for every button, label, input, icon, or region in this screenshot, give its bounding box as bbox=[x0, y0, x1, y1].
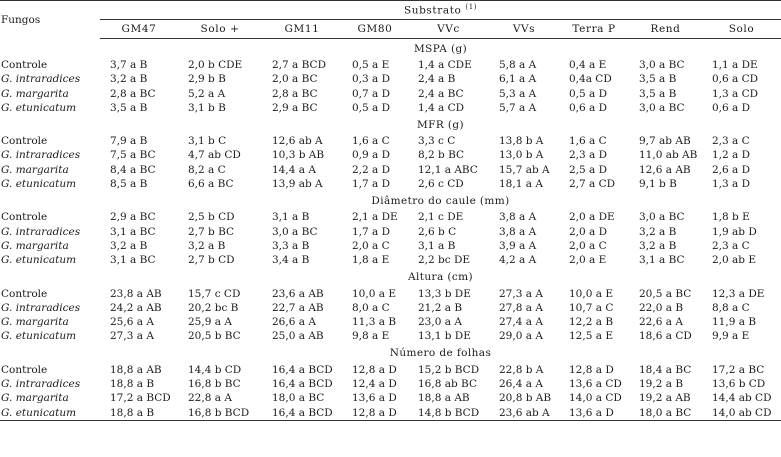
value-cell: 16,4 a BCD bbox=[262, 406, 342, 421]
value-cell: 0,5 a E bbox=[352, 59, 390, 71]
value-cell: 8,2 a C bbox=[188, 163, 226, 176]
value-cell: 12,6 a AB bbox=[639, 163, 691, 176]
value-cell: 1,1 a DE bbox=[712, 59, 758, 71]
value-cell: 14,4 a A bbox=[272, 163, 316, 176]
value-cell: 3,8 a A bbox=[499, 211, 537, 224]
value-cell: 11,0 ab AB bbox=[639, 149, 698, 162]
value-cell: 5,2 a A bbox=[188, 87, 226, 100]
value-cell: 3,0 a BC bbox=[639, 211, 685, 224]
table-row bbox=[0, 301, 781, 315]
value-cell: 16,8 b BCD bbox=[178, 406, 262, 421]
value-cell: 19,2 a AB bbox=[639, 392, 691, 405]
value-cell: 1,2 a D bbox=[712, 149, 751, 162]
value-cell: 16,8 b BC bbox=[188, 378, 241, 391]
value-cell: 16,4 a BCD bbox=[272, 363, 333, 376]
value-cell: 7,9 a B bbox=[110, 135, 148, 148]
value-cell: 22,8 b A bbox=[499, 363, 544, 376]
value-cell: 18,8 a AB bbox=[418, 392, 470, 405]
value-cell: 23,6 ab A bbox=[489, 406, 559, 421]
value-cell: 3,1 a B bbox=[272, 211, 310, 224]
table-row bbox=[0, 225, 781, 239]
value-cell: 3,5 a B bbox=[639, 73, 677, 86]
value-cell: 3,0 a BC bbox=[639, 101, 685, 114]
value-cell: 8,8 a C bbox=[712, 301, 750, 314]
value-cell: 3,7 a B bbox=[110, 59, 148, 71]
fungus-label: G. intraradices bbox=[1, 225, 81, 238]
value-cell: 3,5 a B bbox=[639, 87, 677, 100]
value-cell: 2,7 b BC bbox=[188, 225, 235, 238]
fungus-label: Controle bbox=[1, 59, 48, 71]
table-row bbox=[0, 391, 781, 405]
value-cell: 0,5 a D bbox=[352, 101, 391, 114]
value-cell: 2,9 a BC bbox=[272, 101, 318, 114]
value-cell: 14,4 ab CD bbox=[712, 392, 772, 405]
fungus-label: G. margarita bbox=[1, 87, 69, 100]
value-cell: 4,7 ab CD bbox=[188, 149, 241, 162]
section-header bbox=[0, 191, 781, 210]
value-cell: 2,1 c DE bbox=[418, 211, 464, 224]
value-cell: 5,8 a A bbox=[499, 59, 537, 71]
value-cell: 27,4 a A bbox=[499, 316, 543, 329]
value-cell: 2,4 a B bbox=[418, 73, 456, 86]
value-cell: 8,0 a C bbox=[352, 301, 390, 314]
table-row bbox=[0, 177, 781, 191]
value-cell: 3,9 a A bbox=[499, 239, 537, 252]
value-cell: 19,2 a B bbox=[639, 378, 684, 391]
value-cell: 14,0 a CD bbox=[569, 392, 622, 405]
value-cell: 24,2 a AB bbox=[110, 301, 162, 314]
value-cell: 26,6 a A bbox=[272, 316, 316, 329]
value-cell: 3,2 a B bbox=[639, 225, 677, 238]
value-cell: 0,4 a E bbox=[569, 59, 607, 71]
column-header: Terra P bbox=[559, 20, 629, 39]
value-cell: 13,3 b DE bbox=[418, 287, 471, 300]
fungus-label: G. intraradices bbox=[1, 378, 81, 391]
fungus-label: G. margarita bbox=[1, 316, 69, 329]
value-cell: 23,6 a AB bbox=[272, 287, 324, 300]
value-cell: 13,9 ab A bbox=[272, 178, 323, 191]
value-cell: 27,8 a A bbox=[499, 301, 543, 314]
value-cell: 2,6 a D bbox=[712, 163, 751, 176]
group-header-substrato bbox=[100, 1, 781, 20]
section-title: Altura (cm) bbox=[408, 271, 474, 284]
value-cell: 2,8 a BC bbox=[110, 87, 156, 100]
table-row bbox=[0, 163, 781, 177]
value-cell: 9,9 a E bbox=[712, 330, 750, 343]
value-cell: 20,8 b AB bbox=[499, 392, 552, 405]
value-cell: 17,2 a BCD bbox=[110, 392, 171, 405]
value-cell: 18,4 a BC bbox=[639, 363, 692, 376]
value-cell: 18,0 a BC bbox=[272, 392, 325, 405]
table-row bbox=[0, 210, 781, 224]
row-header-fungos: Fungos bbox=[0, 1, 100, 39]
value-cell: 1,9 ab D bbox=[712, 225, 757, 238]
column-header: Solo bbox=[702, 20, 781, 39]
value-cell: 2,2 a D bbox=[352, 163, 391, 176]
section-header bbox=[0, 39, 781, 59]
value-cell: 25,6 a A bbox=[110, 316, 154, 329]
column-header: Solo + bbox=[178, 20, 262, 39]
value-cell: 13,6 b CD bbox=[712, 378, 766, 391]
value-cell: 3,3 a B bbox=[272, 239, 310, 252]
value-cell: 1,8 b E bbox=[712, 211, 750, 224]
value-cell: 12,3 a DE bbox=[712, 287, 765, 300]
column-header: Rend bbox=[629, 20, 702, 39]
value-cell: 0,9 a D bbox=[352, 149, 391, 162]
value-cell: 12,1 a ABC bbox=[418, 163, 478, 176]
value-cell: 18,8 a AB bbox=[110, 363, 162, 376]
value-cell: 3,3 c C bbox=[418, 135, 456, 148]
value-cell: 2,9 a BC bbox=[110, 211, 156, 224]
value-cell: 0,6 a D bbox=[712, 101, 751, 114]
section-header bbox=[0, 115, 781, 134]
value-cell: 7,5 a BC bbox=[110, 149, 156, 162]
value-cell: 11,9 a B bbox=[712, 316, 757, 329]
value-cell: 4,2 a A bbox=[499, 254, 537, 267]
value-cell: 3,8 a A bbox=[499, 225, 537, 238]
fungus-label: Controle bbox=[1, 287, 48, 300]
column-header: GM11 bbox=[262, 20, 342, 39]
value-cell: 20,5 b BC bbox=[188, 330, 241, 343]
value-cell: 1,6 a C bbox=[569, 135, 607, 148]
value-cell: 3,5 a B bbox=[110, 101, 148, 114]
value-cell: 1,6 a C bbox=[352, 135, 390, 148]
value-cell: 6,6 a BC bbox=[188, 178, 234, 191]
value-cell: 13,1 b DE bbox=[418, 330, 471, 343]
value-cell: 3,1 a BC bbox=[639, 254, 685, 267]
value-cell: 14,4 b CD bbox=[188, 363, 242, 376]
table-row bbox=[0, 363, 781, 377]
value-cell: 21,2 a B bbox=[418, 301, 463, 314]
section-title: Diâmetro do caule (mm) bbox=[371, 194, 510, 207]
value-cell: 2,0 a BC bbox=[272, 73, 318, 86]
value-cell: 12,2 a B bbox=[569, 316, 614, 329]
value-cell: 23,8 a AB bbox=[110, 287, 162, 300]
value-cell: 12,8 a D bbox=[569, 363, 614, 376]
value-cell: 15,2 b BCD bbox=[418, 363, 480, 376]
value-cell: 9,7 ab AB bbox=[639, 135, 691, 148]
value-cell: 26,4 a A bbox=[499, 378, 543, 391]
value-cell: 12,5 a E bbox=[569, 330, 613, 343]
value-cell: 13,8 b A bbox=[499, 135, 544, 148]
fungus-label: G. margarita bbox=[1, 392, 69, 405]
value-cell: 1,7 a D bbox=[352, 178, 391, 191]
table-row bbox=[0, 253, 781, 267]
table-header bbox=[0, 1, 781, 39]
table-row bbox=[0, 315, 781, 329]
value-cell: 2,0 a C bbox=[352, 239, 390, 252]
value-cell: 14,8 b BCD bbox=[408, 406, 489, 421]
value-cell: 10,3 b AB bbox=[272, 149, 325, 162]
value-cell: 2,9 b B bbox=[188, 73, 226, 86]
fungus-label: Controle bbox=[1, 135, 48, 148]
value-cell: 1,3 a D bbox=[712, 178, 751, 191]
value-cell: 3,1 a BC bbox=[110, 254, 156, 267]
value-cell: 8,2 b BC bbox=[418, 149, 465, 162]
value-cell: 5,7 a A bbox=[499, 101, 537, 114]
value-cell: 1,4 a CD bbox=[418, 101, 465, 114]
section-header bbox=[0, 268, 781, 287]
value-cell: 0,7 a D bbox=[352, 87, 391, 100]
value-cell: 0,3 a D bbox=[352, 73, 391, 86]
value-cell: 20,2 bc B bbox=[188, 301, 239, 314]
value-cell: 22,6 a A bbox=[639, 316, 683, 329]
fungus-label: G. intraradices bbox=[1, 73, 81, 86]
value-cell: 18,8 a B bbox=[110, 378, 155, 391]
value-cell: 22,0 a B bbox=[639, 301, 684, 314]
table-row bbox=[0, 148, 781, 162]
value-cell: 2,6 c CD bbox=[418, 178, 464, 191]
value-cell: 3,1 a BC bbox=[110, 225, 156, 238]
value-cell: 15,7 c CD bbox=[188, 287, 241, 300]
value-cell: 2,6 b C bbox=[418, 225, 457, 238]
column-header: GM47 bbox=[100, 20, 178, 39]
value-cell: 14,0 ab CD bbox=[702, 406, 781, 421]
fungus-label: G. etunicatum bbox=[0, 406, 100, 421]
value-cell: 2,0 a D bbox=[569, 225, 608, 238]
value-cell: 0,6 a CD bbox=[712, 73, 759, 86]
fungus-label: G. intraradices bbox=[1, 301, 81, 314]
value-cell: 2,0 ab E bbox=[712, 254, 757, 267]
value-cell: 2,0 a E bbox=[569, 254, 607, 267]
value-cell: 9,1 b B bbox=[639, 178, 677, 191]
value-cell: 12,4 a D bbox=[352, 378, 397, 391]
table-row bbox=[0, 239, 781, 253]
value-cell: 13,6 a D bbox=[559, 406, 629, 421]
value-cell: 2,7 b CD bbox=[188, 254, 235, 267]
table-row bbox=[0, 329, 781, 343]
value-cell: 2,3 a C bbox=[712, 135, 750, 148]
value-cell: 3,4 a B bbox=[272, 254, 310, 267]
fungus-label: G. etunicatum bbox=[1, 330, 77, 343]
value-cell: 10,0 a E bbox=[569, 287, 613, 300]
value-cell: 3,1 a B bbox=[418, 239, 456, 252]
value-cell: 13,6 a CD bbox=[569, 378, 622, 391]
section-title: MSPA (g) bbox=[413, 42, 468, 55]
value-cell: 23,0 a A bbox=[418, 316, 462, 329]
value-cell: 25,9 a A bbox=[188, 316, 232, 329]
value-cell: 3,2 a B bbox=[110, 239, 148, 252]
substrato-label: Substrato bbox=[403, 4, 462, 17]
value-cell: 15,7 ab A bbox=[499, 163, 550, 176]
fungus-label: G. margarita bbox=[1, 163, 69, 176]
section-title: MFR (g) bbox=[417, 118, 465, 131]
value-cell: 3,2 a B bbox=[188, 239, 226, 252]
value-cell: 18,0 a BC bbox=[629, 406, 702, 421]
column-header: GM80 bbox=[342, 20, 408, 39]
value-cell: 3,0 a BC bbox=[272, 225, 318, 238]
value-cell: 10,0 a E bbox=[352, 287, 396, 300]
value-cell: 2,5 b CD bbox=[188, 211, 235, 224]
value-cell: 3,2 a B bbox=[639, 239, 677, 252]
column-header: VVs bbox=[489, 20, 559, 39]
value-cell: 1,4 a CDE bbox=[418, 59, 472, 71]
value-cell: 2,3 a D bbox=[569, 149, 608, 162]
value-cell: 1,3 a CD bbox=[712, 87, 759, 100]
value-cell: 12,8 a D bbox=[352, 363, 397, 376]
table-body bbox=[0, 39, 781, 421]
value-cell: 5,3 a A bbox=[499, 87, 537, 100]
value-cell: 8,4 a BC bbox=[110, 163, 156, 176]
value-cell: 3,1 b C bbox=[188, 135, 227, 148]
value-cell: 2,7 a CD bbox=[569, 178, 616, 191]
value-cell: 2,7 a BCD bbox=[272, 59, 326, 71]
fungus-label: G. margarita bbox=[1, 239, 69, 252]
table-row bbox=[0, 87, 781, 101]
table-row bbox=[0, 58, 781, 72]
value-cell: 3,2 a B bbox=[110, 73, 148, 86]
fungus-label: Controle bbox=[1, 211, 48, 224]
value-cell: 11,3 a B bbox=[352, 316, 397, 329]
value-cell: 27,3 a A bbox=[110, 330, 154, 343]
value-cell: 2,0 a C bbox=[569, 239, 607, 252]
fungus-label: G. etunicatum bbox=[1, 101, 77, 114]
value-cell: 27,3 a A bbox=[499, 287, 543, 300]
value-cell: 1,7 a D bbox=[352, 225, 391, 238]
table-row bbox=[0, 134, 781, 148]
table-row bbox=[0, 377, 781, 391]
value-cell: 18,8 a B bbox=[100, 406, 178, 421]
value-cell: 18,6 a CD bbox=[639, 330, 692, 343]
value-cell: 2,5 a D bbox=[569, 163, 608, 176]
section-header bbox=[0, 344, 781, 363]
value-cell: 2,0 b CDE bbox=[188, 59, 243, 71]
value-cell: 6,1 a A bbox=[499, 73, 537, 86]
value-cell: 2,1 a DE bbox=[352, 211, 398, 224]
column-header: VVc bbox=[408, 20, 489, 39]
value-cell: 8,5 a B bbox=[110, 178, 148, 191]
value-cell: 2,8 a BC bbox=[272, 87, 318, 100]
value-cell: 25,0 a AB bbox=[272, 330, 324, 343]
fungus-label: G. intraradices bbox=[1, 149, 81, 162]
value-cell: 10,7 a C bbox=[569, 301, 614, 314]
substrato-footnote-ref: (1) bbox=[465, 3, 478, 12]
table-row bbox=[0, 406, 781, 421]
value-cell: 12,8 a D bbox=[342, 406, 408, 421]
value-cell: 22,8 a A bbox=[188, 392, 232, 405]
table-row bbox=[0, 72, 781, 86]
value-cell: 3,1 b B bbox=[188, 101, 226, 114]
value-cell: 17,2 a BC bbox=[712, 363, 765, 376]
value-cell: 2,2 bc DE bbox=[418, 254, 471, 267]
value-cell: 0,5 a D bbox=[569, 87, 608, 100]
fungus-label: G. etunicatum bbox=[1, 254, 77, 267]
value-cell: 16,8 ab BC bbox=[418, 378, 477, 391]
value-cell: 1,8 a E bbox=[352, 254, 390, 267]
value-cell: 2,3 a C bbox=[712, 239, 750, 252]
value-cell: 16,4 a BCD bbox=[272, 378, 333, 391]
value-cell: 2,4 a BC bbox=[418, 87, 464, 100]
value-cell: 29,0 a A bbox=[499, 330, 543, 343]
value-cell: 13,6 a D bbox=[352, 392, 397, 405]
value-cell: 0,4a CD bbox=[569, 73, 612, 86]
value-cell: 3,0 a BC bbox=[639, 59, 685, 71]
fungus-label: Controle bbox=[1, 363, 48, 376]
value-cell: 2,0 a DE bbox=[569, 211, 615, 224]
section-title: Número de folhas bbox=[389, 347, 492, 360]
value-cell: 12,6 ab A bbox=[272, 135, 323, 148]
value-cell: 0,6 a D bbox=[569, 101, 608, 114]
fungus-label: G. etunicatum bbox=[1, 178, 77, 191]
table-row bbox=[0, 287, 781, 301]
table-row bbox=[0, 101, 781, 115]
value-cell: 13,0 b A bbox=[499, 149, 544, 162]
value-cell: 22,7 a AB bbox=[272, 301, 324, 314]
value-cell: 20,5 a BC bbox=[639, 287, 692, 300]
value-cell: 18,1 a A bbox=[499, 178, 543, 191]
value-cell: 9,8 a E bbox=[352, 330, 390, 343]
